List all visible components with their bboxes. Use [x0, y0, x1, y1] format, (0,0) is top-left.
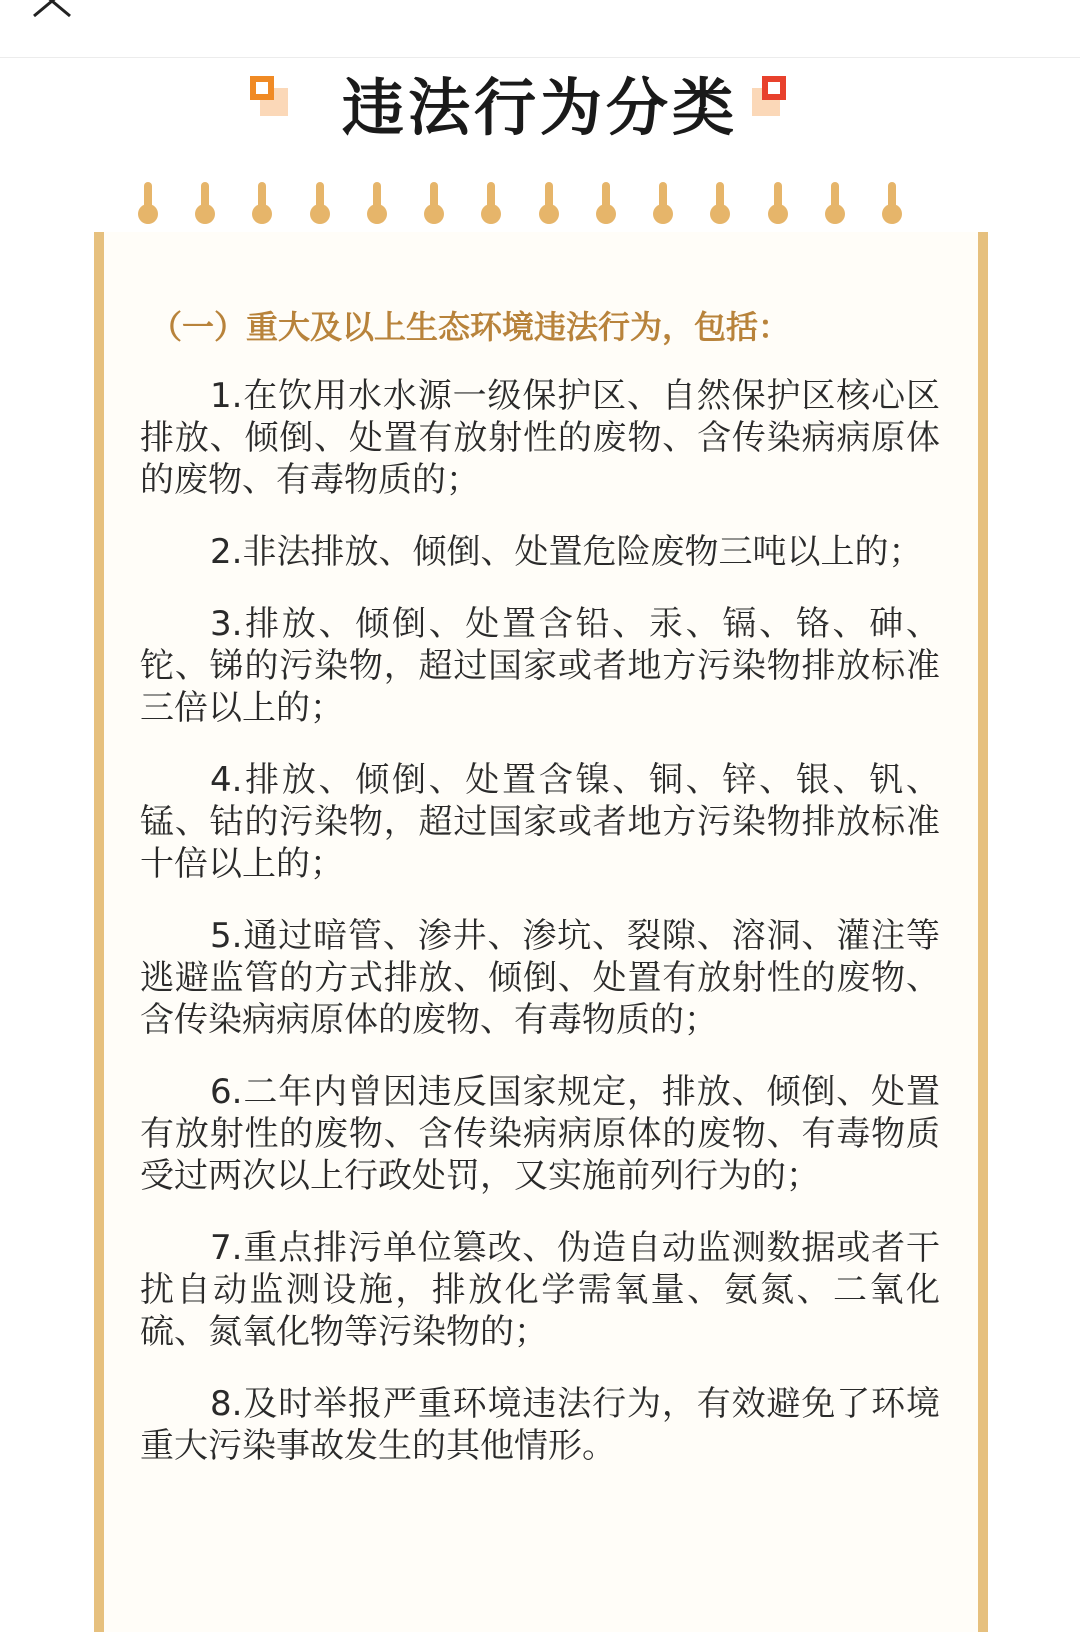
- ring-icon: [252, 182, 272, 224]
- ring-icon: [768, 182, 788, 224]
- close-icon[interactable]: [30, 0, 74, 18]
- ring-icon: [195, 182, 215, 224]
- list-item: 5.通过暗管、渗井、渗坑、裂隙、溶洞、灌注等逃避监管的方式排放、倾倒、处置有放射性的废物、含传染病病原体的废物、有毒物质的；: [140, 916, 940, 1040]
- list-item: 4.排放、倾倒、处置含镍、铜、锌、银、钒、锰、钴的污染物，超过国家或者地方污染物排放标准十倍以上的；: [140, 760, 940, 884]
- ring-icon: [653, 182, 673, 224]
- ring-icon: [310, 182, 330, 224]
- ring-icon: [539, 182, 559, 224]
- top-bar: [0, 0, 1080, 58]
- ring-icon: [367, 182, 387, 224]
- violation-list: [140, 375, 940, 1497]
- section-heading: （一）重大及以上生态环境违法行为，包括：: [150, 308, 791, 346]
- page-title: 违法行为分类: [341, 71, 738, 144]
- square-decoration-icon: [752, 72, 798, 120]
- ring-icon: [424, 182, 444, 224]
- ring-icon: [481, 182, 501, 224]
- list-item: 2.非法排放、倾倒、处置危险废物三吨以上的；: [210, 532, 923, 572]
- ring-icon: [882, 182, 902, 224]
- ring-icon: [596, 182, 616, 224]
- list-item: 6.二年内曾因违反国家规定，排放、倾倒、处置有放射性的废物、含传染病病原体的废物、有毒物质受过两次以上行政处罚，又实施前列行为的；: [140, 1072, 940, 1196]
- list-item: 3.排放、倾倒、处置含铅、汞、镉、铬、砷、铊、锑的污染物，超过国家或者地方污染物排放标准三倍以上的；: [140, 604, 940, 728]
- title-row: [0, 62, 1080, 152]
- ring-icon: [825, 182, 845, 224]
- list-item: 1.在饮用水水源一级保护区、自然保护区核心区排放、倾倒、处置有放射性的废物、含传染病病原体的废物、有毒物质的；: [140, 376, 940, 500]
- list-item: 8.及时举报严重环境违法行为，有效避免了环境重大污染事故发生的其他情形。: [140, 1384, 940, 1466]
- list-item: 7.重点排污单位篡改、伪造自动监测数据或者干扰自动监测设施，排放化学需氧量、氨氮、二氧化硫、氮氧化物等污染物的；: [140, 1228, 940, 1352]
- ring-icon: [710, 182, 730, 224]
- notebook-rings: [0, 182, 1080, 232]
- ring-icon: [138, 182, 158, 224]
